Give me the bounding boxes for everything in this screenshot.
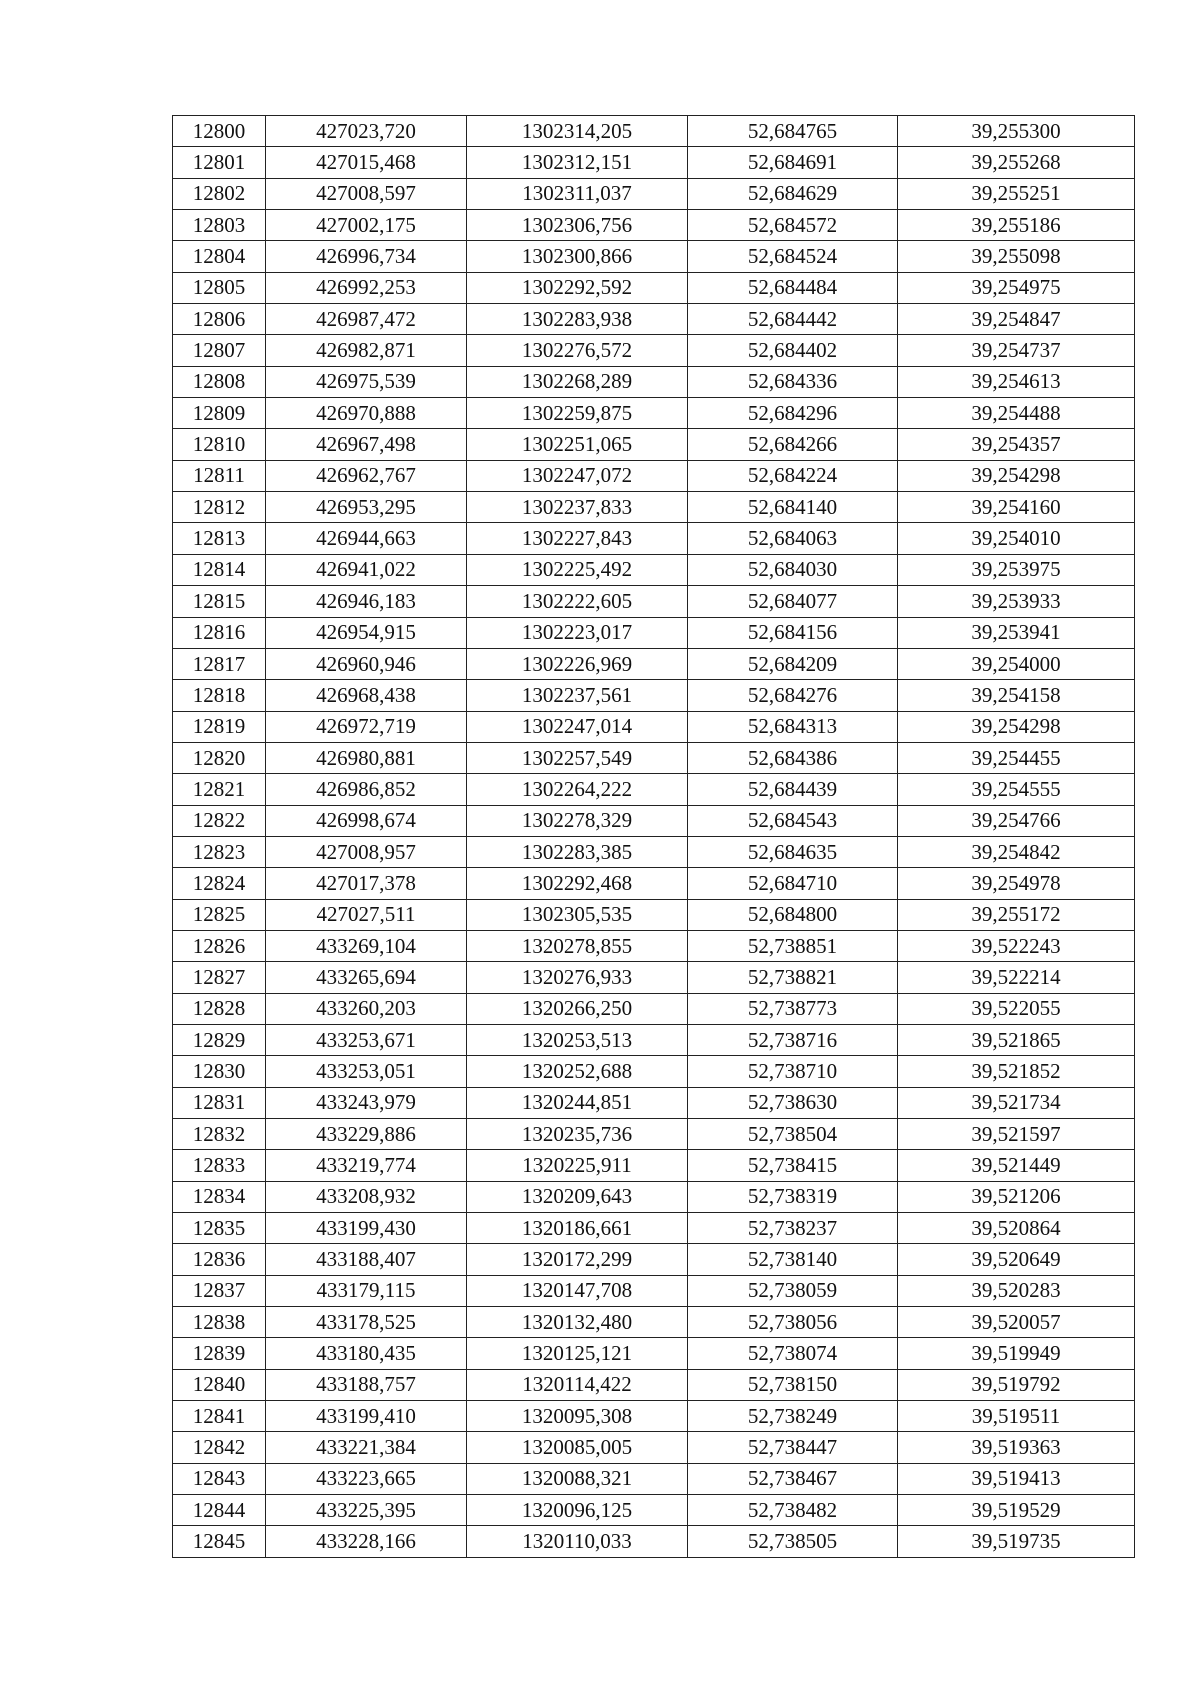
y-coordinate-cell: 1302305,535 <box>467 899 688 930</box>
y-coordinate-cell: 1320252,688 <box>467 1056 688 1087</box>
x-coordinate-cell: 433178,525 <box>266 1307 467 1338</box>
y-coordinate-cell: 1320235,736 <box>467 1119 688 1150</box>
longitude-cell: 39,254357 <box>898 429 1135 460</box>
longitude-cell: 39,519792 <box>898 1369 1135 1400</box>
point-number-cell: 12829 <box>173 1024 266 1055</box>
x-coordinate-cell: 426972,719 <box>266 711 467 742</box>
longitude-cell: 39,254975 <box>898 272 1135 303</box>
point-number-cell: 12818 <box>173 680 266 711</box>
table-row <box>173 617 1135 648</box>
y-coordinate-cell: 1320088,321 <box>467 1463 688 1494</box>
table-row <box>173 993 1135 1024</box>
x-coordinate-cell: 426960,946 <box>266 648 467 679</box>
y-coordinate-cell: 1302278,329 <box>467 805 688 836</box>
table-row <box>173 523 1135 554</box>
longitude-cell: 39,254455 <box>898 742 1135 773</box>
point-number-cell: 12834 <box>173 1181 266 1212</box>
longitude-cell: 39,254000 <box>898 648 1135 679</box>
table-row <box>173 868 1135 899</box>
x-coordinate-cell: 427023,720 <box>266 116 467 147</box>
x-coordinate-cell: 433228,166 <box>266 1526 467 1557</box>
x-coordinate-cell: 427017,378 <box>266 868 467 899</box>
latitude-cell: 52,684209 <box>688 648 898 679</box>
y-coordinate-cell: 1302259,875 <box>467 398 688 429</box>
table-row <box>173 742 1135 773</box>
point-number-cell: 12837 <box>173 1275 266 1306</box>
point-number-cell: 12819 <box>173 711 266 742</box>
longitude-cell: 39,254298 <box>898 711 1135 742</box>
latitude-cell: 52,738773 <box>688 993 898 1024</box>
longitude-cell: 39,255186 <box>898 210 1135 241</box>
latitude-cell: 52,738467 <box>688 1463 898 1494</box>
longitude-cell: 39,255251 <box>898 178 1135 209</box>
x-coordinate-cell: 433253,051 <box>266 1056 467 1087</box>
table-row <box>173 1181 1135 1212</box>
point-number-cell: 12800 <box>173 116 266 147</box>
latitude-cell: 52,738059 <box>688 1275 898 1306</box>
latitude-cell: 52,684765 <box>688 116 898 147</box>
table-row <box>173 680 1135 711</box>
x-coordinate-cell: 433219,774 <box>266 1150 467 1181</box>
point-number-cell: 12842 <box>173 1432 266 1463</box>
point-number-cell: 12807 <box>173 335 266 366</box>
latitude-cell: 52,684439 <box>688 774 898 805</box>
table-row <box>173 304 1135 335</box>
y-coordinate-cell: 1302292,592 <box>467 272 688 303</box>
x-coordinate-cell: 426998,674 <box>266 805 467 836</box>
point-number-cell: 12832 <box>173 1119 266 1150</box>
table-row <box>173 962 1135 993</box>
table-row <box>173 366 1135 397</box>
x-coordinate-cell: 433269,104 <box>266 930 467 961</box>
point-number-cell: 12844 <box>173 1495 266 1526</box>
y-coordinate-cell: 1320276,933 <box>467 962 688 993</box>
y-coordinate-cell: 1320096,125 <box>467 1495 688 1526</box>
latitude-cell: 52,684224 <box>688 460 898 491</box>
point-number-cell: 12814 <box>173 554 266 585</box>
x-coordinate-cell: 433229,886 <box>266 1119 467 1150</box>
latitude-cell: 52,684313 <box>688 711 898 742</box>
table-row <box>173 1056 1135 1087</box>
point-number-cell: 12825 <box>173 899 266 930</box>
y-coordinate-cell: 1320095,308 <box>467 1401 688 1432</box>
point-number-cell: 12835 <box>173 1213 266 1244</box>
longitude-cell: 39,253941 <box>898 617 1135 648</box>
y-coordinate-cell: 1320225,911 <box>467 1150 688 1181</box>
latitude-cell: 52,738716 <box>688 1024 898 1055</box>
table-row <box>173 1463 1135 1494</box>
y-coordinate-cell: 1320186,661 <box>467 1213 688 1244</box>
point-number-cell: 12827 <box>173 962 266 993</box>
x-coordinate-cell: 433260,203 <box>266 993 467 1024</box>
longitude-cell: 39,253975 <box>898 554 1135 585</box>
longitude-cell: 39,522055 <box>898 993 1135 1024</box>
longitude-cell: 39,519363 <box>898 1432 1135 1463</box>
x-coordinate-cell: 426980,881 <box>266 742 467 773</box>
table-row <box>173 460 1135 491</box>
latitude-cell: 52,684077 <box>688 586 898 617</box>
y-coordinate-cell: 1302283,938 <box>467 304 688 335</box>
y-coordinate-cell: 1320209,643 <box>467 1181 688 1212</box>
table-row <box>173 1369 1135 1400</box>
point-number-cell: 12824 <box>173 868 266 899</box>
longitude-cell: 39,521449 <box>898 1150 1135 1181</box>
latitude-cell: 52,684800 <box>688 899 898 930</box>
y-coordinate-cell: 1302306,756 <box>467 210 688 241</box>
x-coordinate-cell: 426941,022 <box>266 554 467 585</box>
y-coordinate-cell: 1302264,222 <box>467 774 688 805</box>
y-coordinate-cell: 1302247,014 <box>467 711 688 742</box>
latitude-cell: 52,684063 <box>688 523 898 554</box>
x-coordinate-cell: 426954,915 <box>266 617 467 648</box>
longitude-cell: 39,254298 <box>898 460 1135 491</box>
x-coordinate-cell: 426987,472 <box>266 304 467 335</box>
point-number-cell: 12838 <box>173 1307 266 1338</box>
y-coordinate-cell: 1302311,037 <box>467 178 688 209</box>
x-coordinate-cell: 426996,734 <box>266 241 467 272</box>
longitude-cell: 39,519735 <box>898 1526 1135 1557</box>
table-row <box>173 1495 1135 1526</box>
longitude-cell: 39,520283 <box>898 1275 1135 1306</box>
y-coordinate-cell: 1302251,065 <box>467 429 688 460</box>
x-coordinate-cell: 426975,539 <box>266 366 467 397</box>
table-row <box>173 1244 1135 1275</box>
coordinates-table-body <box>173 116 1135 1558</box>
latitude-cell: 52,738710 <box>688 1056 898 1087</box>
table-row <box>173 1150 1135 1181</box>
table-row <box>173 241 1135 272</box>
longitude-cell: 39,519511 <box>898 1401 1135 1432</box>
x-coordinate-cell: 433188,407 <box>266 1244 467 1275</box>
table-row <box>173 648 1135 679</box>
longitude-cell: 39,254766 <box>898 805 1135 836</box>
longitude-cell: 39,520057 <box>898 1307 1135 1338</box>
latitude-cell: 52,738319 <box>688 1181 898 1212</box>
y-coordinate-cell: 1302268,289 <box>467 366 688 397</box>
point-number-cell: 12808 <box>173 366 266 397</box>
point-number-cell: 12817 <box>173 648 266 679</box>
point-number-cell: 12823 <box>173 836 266 867</box>
x-coordinate-cell: 426953,295 <box>266 492 467 523</box>
latitude-cell: 52,684691 <box>688 147 898 178</box>
table-row <box>173 272 1135 303</box>
y-coordinate-cell: 1320110,033 <box>467 1526 688 1557</box>
latitude-cell: 52,738447 <box>688 1432 898 1463</box>
latitude-cell: 52,684276 <box>688 680 898 711</box>
latitude-cell: 52,738504 <box>688 1119 898 1150</box>
longitude-cell: 39,254737 <box>898 335 1135 366</box>
table-row <box>173 1526 1135 1557</box>
x-coordinate-cell: 426970,888 <box>266 398 467 429</box>
latitude-cell: 52,738821 <box>688 962 898 993</box>
x-coordinate-cell: 427008,597 <box>266 178 467 209</box>
x-coordinate-cell: 433180,435 <box>266 1338 467 1369</box>
y-coordinate-cell: 1320125,121 <box>467 1338 688 1369</box>
latitude-cell: 52,684156 <box>688 617 898 648</box>
latitude-cell: 52,738074 <box>688 1338 898 1369</box>
y-coordinate-cell: 1302312,151 <box>467 147 688 178</box>
latitude-cell: 52,684296 <box>688 398 898 429</box>
y-coordinate-cell: 1302237,561 <box>467 680 688 711</box>
latitude-cell: 52,684629 <box>688 178 898 209</box>
table-row <box>173 774 1135 805</box>
coordinates-table <box>172 115 1135 1558</box>
table-row <box>173 711 1135 742</box>
latitude-cell: 52,684266 <box>688 429 898 460</box>
longitude-cell: 39,520649 <box>898 1244 1135 1275</box>
latitude-cell: 52,684336 <box>688 366 898 397</box>
point-number-cell: 12828 <box>173 993 266 1024</box>
longitude-cell: 39,254978 <box>898 868 1135 899</box>
point-number-cell: 12830 <box>173 1056 266 1087</box>
x-coordinate-cell: 433223,665 <box>266 1463 467 1494</box>
point-number-cell: 12845 <box>173 1526 266 1557</box>
x-coordinate-cell: 433199,410 <box>266 1401 467 1432</box>
table-row <box>173 805 1135 836</box>
x-coordinate-cell: 433199,430 <box>266 1213 467 1244</box>
table-row <box>173 1307 1135 1338</box>
table-row <box>173 178 1135 209</box>
longitude-cell: 39,520864 <box>898 1213 1135 1244</box>
point-number-cell: 12840 <box>173 1369 266 1400</box>
point-number-cell: 12805 <box>173 272 266 303</box>
longitude-cell: 39,254847 <box>898 304 1135 335</box>
table-row <box>173 335 1135 366</box>
point-number-cell: 12821 <box>173 774 266 805</box>
point-number-cell: 12831 <box>173 1087 266 1118</box>
longitude-cell: 39,522243 <box>898 930 1135 961</box>
y-coordinate-cell: 1302237,833 <box>467 492 688 523</box>
point-number-cell: 12806 <box>173 304 266 335</box>
longitude-cell: 39,521206 <box>898 1181 1135 1212</box>
table-row <box>173 1119 1135 1150</box>
latitude-cell: 52,684524 <box>688 241 898 272</box>
point-number-cell: 12826 <box>173 930 266 961</box>
x-coordinate-cell: 426982,871 <box>266 335 467 366</box>
point-number-cell: 12812 <box>173 492 266 523</box>
y-coordinate-cell: 1302257,549 <box>467 742 688 773</box>
longitude-cell: 39,254488 <box>898 398 1135 429</box>
y-coordinate-cell: 1320278,855 <box>467 930 688 961</box>
point-number-cell: 12836 <box>173 1244 266 1275</box>
table-row <box>173 836 1135 867</box>
y-coordinate-cell: 1320172,299 <box>467 1244 688 1275</box>
table-row <box>173 398 1135 429</box>
latitude-cell: 52,684402 <box>688 335 898 366</box>
x-coordinate-cell: 427002,175 <box>266 210 467 241</box>
y-coordinate-cell: 1302283,385 <box>467 836 688 867</box>
latitude-cell: 52,738056 <box>688 1307 898 1338</box>
y-coordinate-cell: 1320085,005 <box>467 1432 688 1463</box>
point-number-cell: 12801 <box>173 147 266 178</box>
latitude-cell: 52,684140 <box>688 492 898 523</box>
latitude-cell: 52,738630 <box>688 1087 898 1118</box>
longitude-cell: 39,254010 <box>898 523 1135 554</box>
x-coordinate-cell: 426986,852 <box>266 774 467 805</box>
y-coordinate-cell: 1302300,866 <box>467 241 688 272</box>
y-coordinate-cell: 1302247,072 <box>467 460 688 491</box>
point-number-cell: 12816 <box>173 617 266 648</box>
y-coordinate-cell: 1320147,708 <box>467 1275 688 1306</box>
longitude-cell: 39,255098 <box>898 241 1135 272</box>
point-number-cell: 12803 <box>173 210 266 241</box>
y-coordinate-cell: 1320132,480 <box>467 1307 688 1338</box>
table-row <box>173 930 1135 961</box>
table-row <box>173 1338 1135 1369</box>
x-coordinate-cell: 433188,757 <box>266 1369 467 1400</box>
latitude-cell: 52,738140 <box>688 1244 898 1275</box>
x-coordinate-cell: 433243,979 <box>266 1087 467 1118</box>
x-coordinate-cell: 426992,253 <box>266 272 467 303</box>
x-coordinate-cell: 433225,395 <box>266 1495 467 1526</box>
y-coordinate-cell: 1302276,572 <box>467 335 688 366</box>
longitude-cell: 39,255172 <box>898 899 1135 930</box>
x-coordinate-cell: 433221,384 <box>266 1432 467 1463</box>
y-coordinate-cell: 1320114,422 <box>467 1369 688 1400</box>
longitude-cell: 39,254160 <box>898 492 1135 523</box>
latitude-cell: 52,684635 <box>688 836 898 867</box>
table-row <box>173 1275 1135 1306</box>
latitude-cell: 52,738505 <box>688 1526 898 1557</box>
longitude-cell: 39,255268 <box>898 147 1135 178</box>
latitude-cell: 52,684386 <box>688 742 898 773</box>
longitude-cell: 39,255300 <box>898 116 1135 147</box>
latitude-cell: 52,738482 <box>688 1495 898 1526</box>
longitude-cell: 39,521734 <box>898 1087 1135 1118</box>
y-coordinate-cell: 1302227,843 <box>467 523 688 554</box>
point-number-cell: 12802 <box>173 178 266 209</box>
longitude-cell: 39,521597 <box>898 1119 1135 1150</box>
table-row <box>173 210 1135 241</box>
point-number-cell: 12810 <box>173 429 266 460</box>
point-number-cell: 12804 <box>173 241 266 272</box>
latitude-cell: 52,684710 <box>688 868 898 899</box>
latitude-cell: 52,684543 <box>688 805 898 836</box>
x-coordinate-cell: 426967,498 <box>266 429 467 460</box>
table-row <box>173 1401 1135 1432</box>
longitude-cell: 39,521852 <box>898 1056 1135 1087</box>
x-coordinate-cell: 427015,468 <box>266 147 467 178</box>
y-coordinate-cell: 1302222,605 <box>467 586 688 617</box>
table-row <box>173 586 1135 617</box>
point-number-cell: 12809 <box>173 398 266 429</box>
point-number-cell: 12839 <box>173 1338 266 1369</box>
longitude-cell: 39,254555 <box>898 774 1135 805</box>
table-row <box>173 147 1135 178</box>
longitude-cell: 39,254158 <box>898 680 1135 711</box>
y-coordinate-cell: 1320253,513 <box>467 1024 688 1055</box>
x-coordinate-cell: 426946,183 <box>266 586 467 617</box>
longitude-cell: 39,254842 <box>898 836 1135 867</box>
point-number-cell: 12833 <box>173 1150 266 1181</box>
latitude-cell: 52,684572 <box>688 210 898 241</box>
x-coordinate-cell: 427008,957 <box>266 836 467 867</box>
longitude-cell: 39,254613 <box>898 366 1135 397</box>
x-coordinate-cell: 426962,767 <box>266 460 467 491</box>
longitude-cell: 39,253933 <box>898 586 1135 617</box>
table-row <box>173 116 1135 147</box>
y-coordinate-cell: 1320266,250 <box>467 993 688 1024</box>
latitude-cell: 52,738851 <box>688 930 898 961</box>
latitude-cell: 52,738237 <box>688 1213 898 1244</box>
latitude-cell: 52,738415 <box>688 1150 898 1181</box>
point-number-cell: 12841 <box>173 1401 266 1432</box>
point-number-cell: 12813 <box>173 523 266 554</box>
longitude-cell: 39,519949 <box>898 1338 1135 1369</box>
y-coordinate-cell: 1302225,492 <box>467 554 688 585</box>
y-coordinate-cell: 1302226,969 <box>467 648 688 679</box>
y-coordinate-cell: 1302292,468 <box>467 868 688 899</box>
longitude-cell: 39,519529 <box>898 1495 1135 1526</box>
x-coordinate-cell: 433253,671 <box>266 1024 467 1055</box>
table-row <box>173 1024 1135 1055</box>
point-number-cell: 12815 <box>173 586 266 617</box>
y-coordinate-cell: 1302223,017 <box>467 617 688 648</box>
latitude-cell: 52,684030 <box>688 554 898 585</box>
x-coordinate-cell: 426968,438 <box>266 680 467 711</box>
longitude-cell: 39,519413 <box>898 1463 1135 1494</box>
table-row <box>173 1213 1135 1244</box>
table-row <box>173 492 1135 523</box>
table-row <box>173 899 1135 930</box>
table-row <box>173 429 1135 460</box>
point-number-cell: 12820 <box>173 742 266 773</box>
point-number-cell: 12843 <box>173 1463 266 1494</box>
y-coordinate-cell: 1302314,205 <box>467 116 688 147</box>
latitude-cell: 52,684484 <box>688 272 898 303</box>
x-coordinate-cell: 433208,932 <box>266 1181 467 1212</box>
table-row <box>173 1432 1135 1463</box>
x-coordinate-cell: 433179,115 <box>266 1275 467 1306</box>
x-coordinate-cell: 433265,694 <box>266 962 467 993</box>
latitude-cell: 52,738150 <box>688 1369 898 1400</box>
x-coordinate-cell: 426944,663 <box>266 523 467 554</box>
table-row <box>173 1087 1135 1118</box>
longitude-cell: 39,521865 <box>898 1024 1135 1055</box>
latitude-cell: 52,684442 <box>688 304 898 335</box>
y-coordinate-cell: 1320244,851 <box>467 1087 688 1118</box>
table-row <box>173 554 1135 585</box>
point-number-cell: 12811 <box>173 460 266 491</box>
x-coordinate-cell: 427027,511 <box>266 899 467 930</box>
longitude-cell: 39,522214 <box>898 962 1135 993</box>
latitude-cell: 52,738249 <box>688 1401 898 1432</box>
point-number-cell: 12822 <box>173 805 266 836</box>
